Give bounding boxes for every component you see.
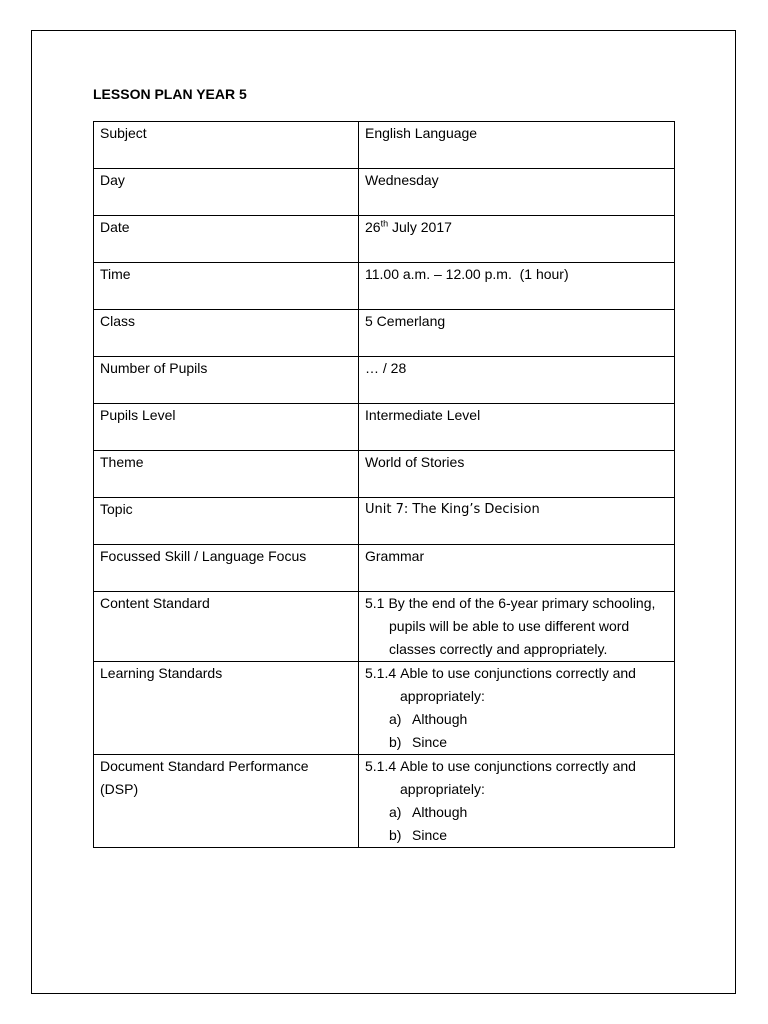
row-value-number-of-pupils: … / 28 <box>359 357 675 404</box>
table-row <box>94 662 675 755</box>
table-row <box>94 498 675 545</box>
table-row <box>94 451 675 498</box>
row-value-day: Wednesday <box>359 169 675 216</box>
table-row <box>94 263 675 310</box>
list-marker: a) <box>389 804 402 820</box>
row-label-date: Date <box>94 216 359 263</box>
standard-text-line2: pupils will be able to use different word <box>389 618 630 634</box>
row-value-time: 11.00 a.m. – 12.00 p.m. (1 hour) <box>359 263 675 310</box>
list-item-text: Although <box>412 711 468 727</box>
list-item-text: Since <box>412 827 448 843</box>
date-day: 26 <box>365 219 381 235</box>
standard-text-line1: By the end of the 6-year primary schooling, <box>388 595 656 611</box>
table-row <box>94 357 675 404</box>
row-label-learning-standards: Learning Standards <box>94 662 359 755</box>
row-value-subject: English Language <box>359 122 675 169</box>
row-value-learning-standards <box>359 662 675 755</box>
date-ordinal-suffix: th <box>380 218 389 229</box>
row-value-content-standard <box>359 592 675 662</box>
lesson-plan-table <box>93 121 675 848</box>
row-label-subject: Subject <box>94 122 359 169</box>
list-marker: b) <box>389 827 402 843</box>
label-line2: (DSP) <box>100 781 139 797</box>
table-row <box>94 122 675 169</box>
table-row <box>94 755 675 848</box>
row-label-day: Day <box>94 169 359 216</box>
table-row <box>94 216 675 263</box>
row-value-class: 5 Cemerlang <box>359 310 675 357</box>
list-item-text: Although <box>412 804 468 820</box>
row-value-focussed-skill: Grammar <box>359 545 675 592</box>
row-value-theme: World of Stories <box>359 451 675 498</box>
row-value-topic: Unit 7: The King’s Decision <box>359 498 675 545</box>
standard-number: 5.1.4 <box>365 665 397 681</box>
standard-text-line2: appropriately: <box>400 688 485 704</box>
row-value-pupils-level: Intermediate Level <box>359 404 675 451</box>
date-month-year: July 2017 <box>388 219 452 235</box>
list-item <box>365 801 668 824</box>
list-marker: b) <box>389 734 402 750</box>
row-label-pupils-level: Pupils Level <box>94 404 359 451</box>
list-item <box>365 708 668 731</box>
table-row <box>94 592 675 662</box>
row-label-topic: Topic <box>94 498 359 545</box>
table-row <box>94 169 675 216</box>
row-value-date <box>359 216 675 263</box>
document-title: LESSON PLAN YEAR 5 <box>93 86 247 102</box>
standard-text-line1: Able to use conjunctions correctly and <box>400 665 636 681</box>
row-label-theme: Theme <box>94 451 359 498</box>
row-label-time: Time <box>94 263 359 310</box>
standard-text-line3: classes correctly and appropriately. <box>389 641 608 657</box>
row-label-content-standard: Content Standard <box>94 592 359 662</box>
row-label-number-of-pupils: Number of Pupils <box>94 357 359 404</box>
table-row <box>94 404 675 451</box>
list-item <box>365 824 668 847</box>
standard-number: 5.1 <box>365 595 385 611</box>
list-marker: a) <box>389 711 402 727</box>
standard-number: 5.1.4 <box>365 758 397 774</box>
standard-text-line1: Able to use conjunctions correctly and <box>400 758 636 774</box>
label-line1: Document Standard Performance <box>100 758 309 774</box>
row-label-class: Class <box>94 310 359 357</box>
table-row <box>94 310 675 357</box>
row-label-dsp <box>94 755 359 848</box>
row-label-focussed-skill: Focussed Skill / Language Focus <box>94 545 359 592</box>
list-item-text: Since <box>412 734 448 750</box>
table-row <box>94 545 675 592</box>
standard-text-line2: appropriately: <box>400 781 485 797</box>
row-value-dsp <box>359 755 675 848</box>
list-item <box>365 731 668 754</box>
